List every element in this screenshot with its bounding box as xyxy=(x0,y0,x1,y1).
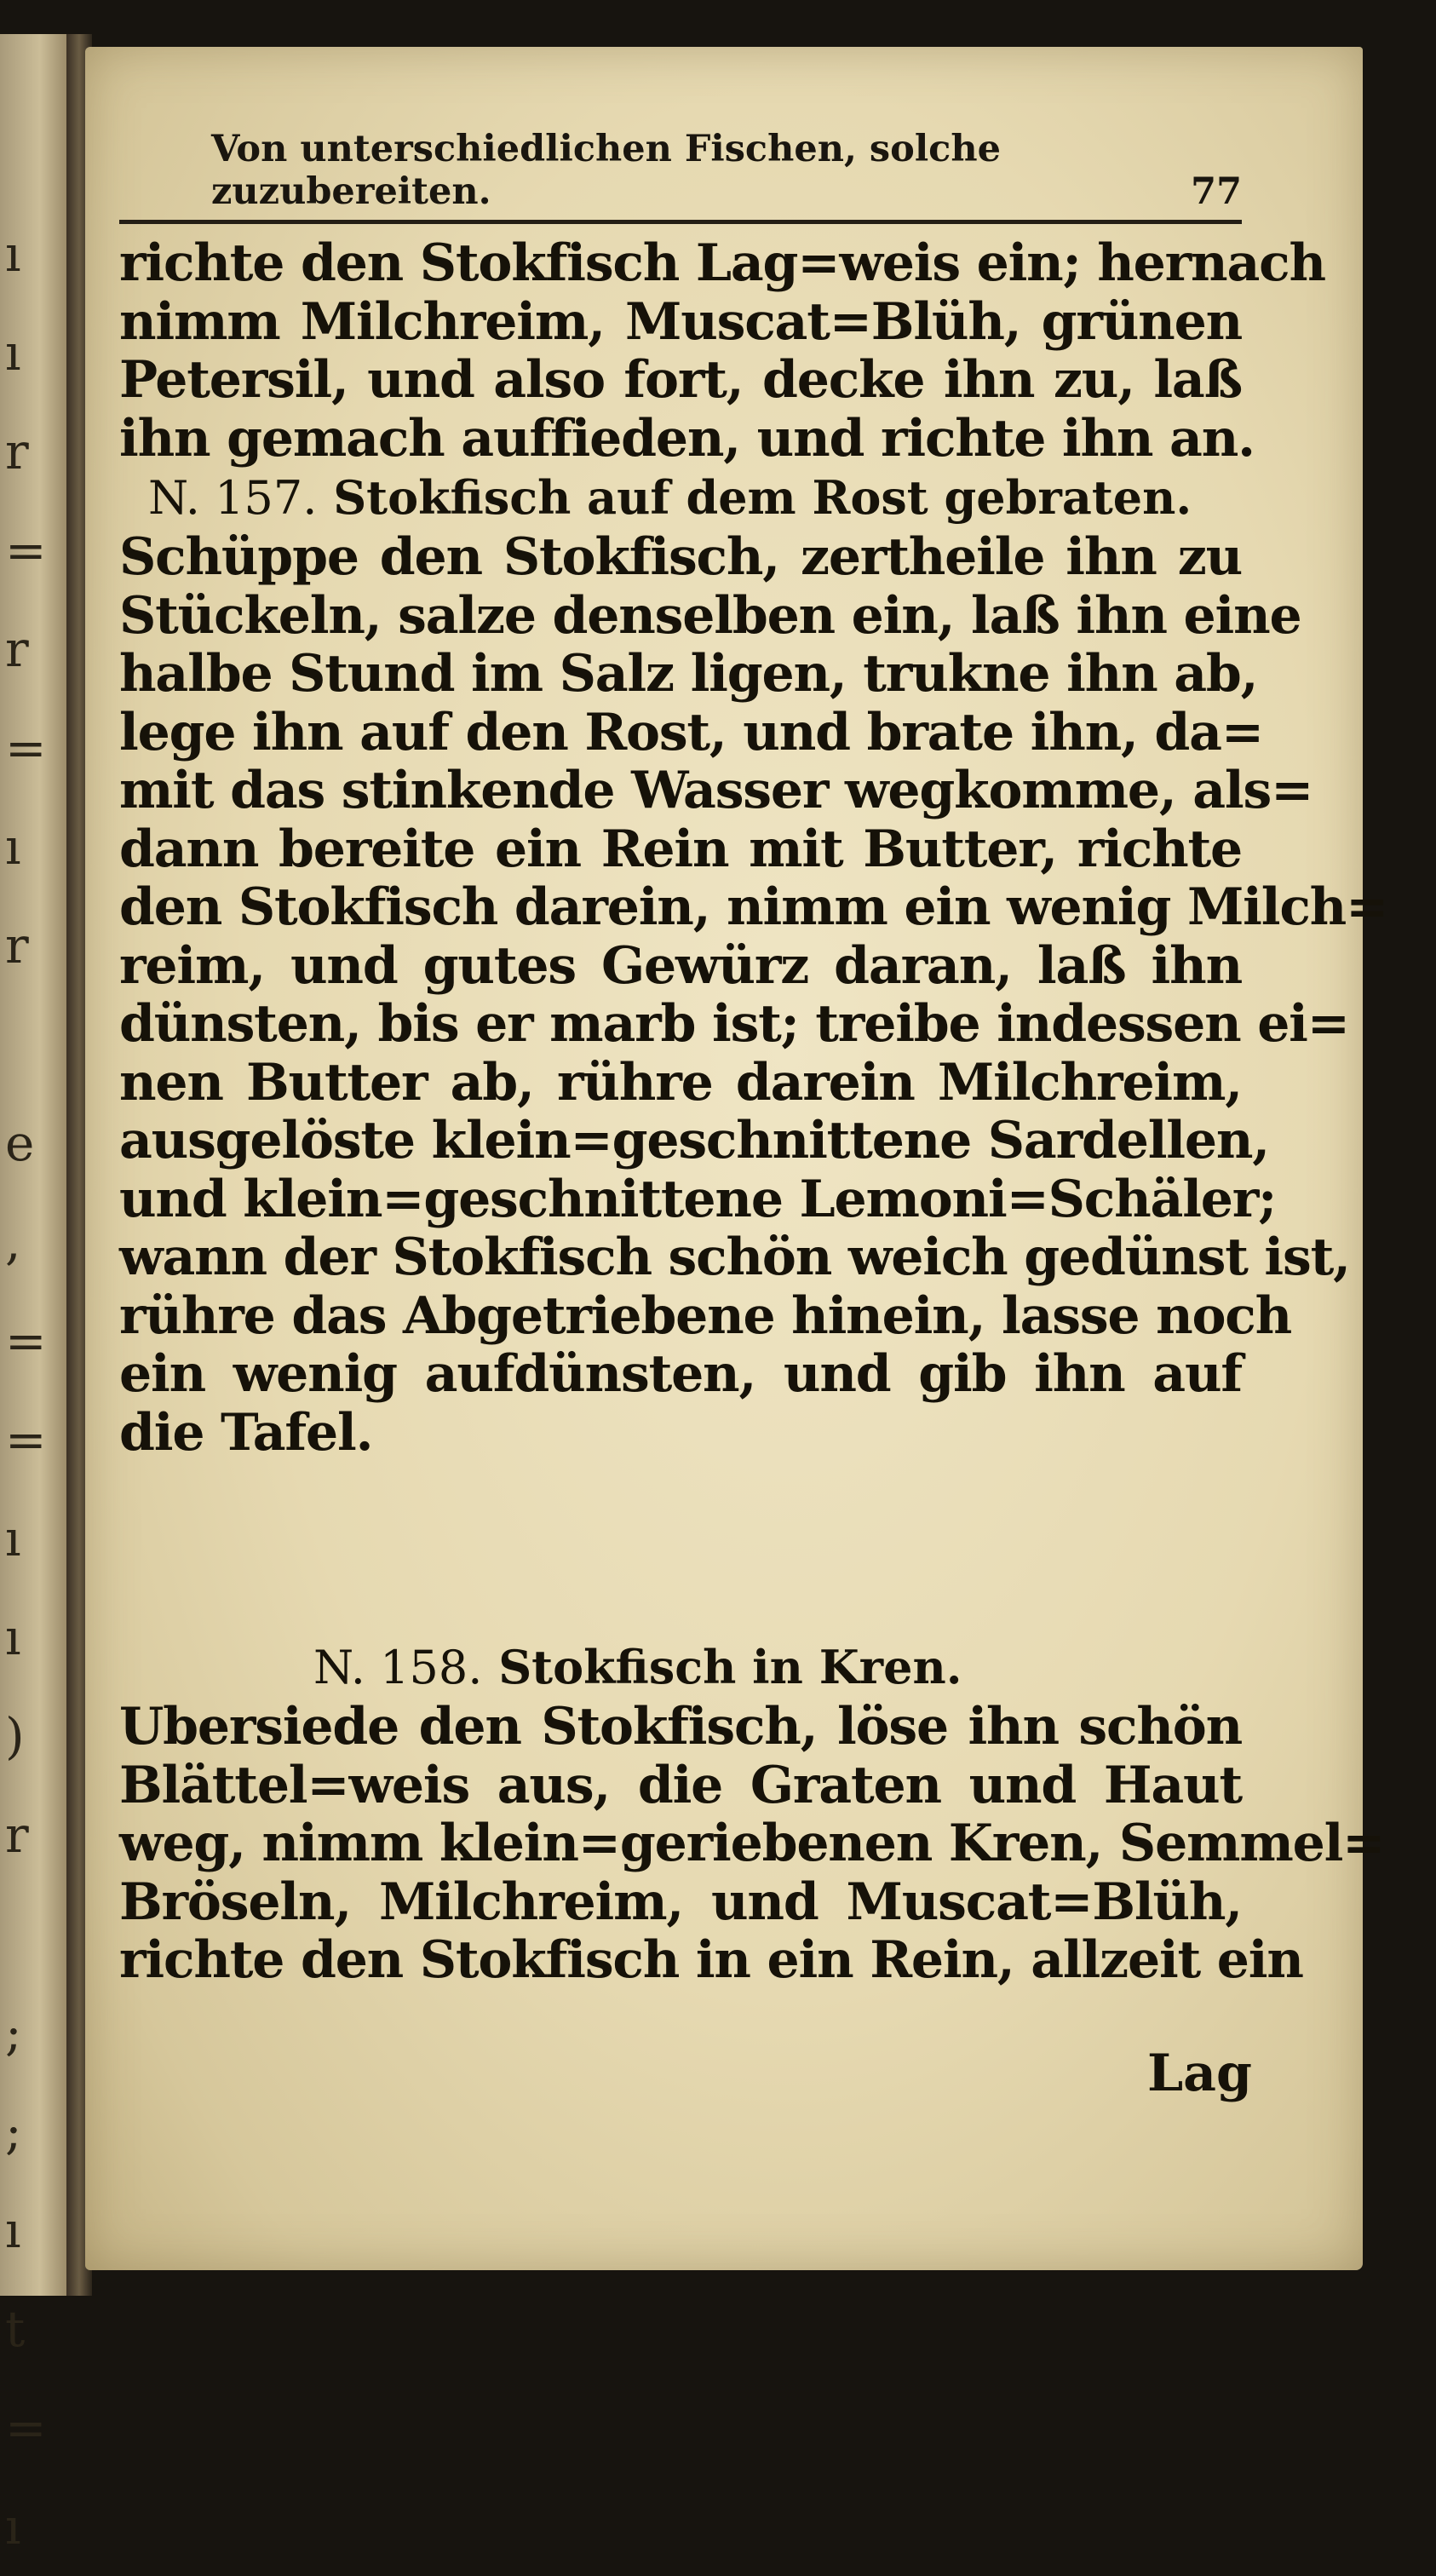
text-line: Stückeln, salze denselben ein, laß ihn eine xyxy=(119,585,1301,646)
facing-page-edge xyxy=(0,34,66,2556)
text-line: lege ihn auf den Rost, und brate ihn, da= xyxy=(119,702,1263,762)
recipe-158-body xyxy=(119,1697,1385,1990)
text-line: die Tafel. xyxy=(119,1402,373,1463)
recipe-number: N. 158. xyxy=(313,1641,483,1694)
text-line: ein wenig aufdünsten, und gib ihn auf xyxy=(119,1344,1242,1404)
text-line: Ubersiede den Stokfisch, löse ihn schön xyxy=(119,1697,1242,1757)
text-line: nen Butter ab, rühre darein Milchreim, xyxy=(119,1052,1242,1113)
text-line: mit das stinkende Wasser wegkomme, als= xyxy=(119,761,1313,820)
recipe-number: N. 157. xyxy=(148,471,318,525)
text-line: den Stokfisch darein, nimm ein wenig Milch= xyxy=(119,877,1388,937)
running-title: Von unterschiedlichen Fischen, solche zuzubereiten. xyxy=(211,128,1001,213)
recipe-title: Stokfisch auf dem Rost gebraten. xyxy=(333,470,1192,525)
catchword: Lag xyxy=(1146,2044,1252,2103)
running-header xyxy=(211,128,1242,213)
text-line: ihn gemach auffieden, und richte ihn an. xyxy=(119,408,1255,469)
text-line: Bröseln, Milchreim, und Muscat=Blüh, xyxy=(119,1872,1242,1932)
text-line: Schüppe den Stokfisch, zertheile ihn zu xyxy=(119,527,1242,587)
page-number: 77 xyxy=(1191,170,1242,213)
text-line: dünsten, bis er marb ist; treibe indessen ei= xyxy=(119,994,1349,1054)
text-line: richte den Stokfisch Lag=weis ein; hernach xyxy=(119,233,1325,293)
recipe-158-heading xyxy=(119,1638,1436,1697)
text-line: reim, und gutes Gewürz daran, laß ihn xyxy=(119,935,1242,996)
text-line: ausgelöste klein=geschnittene Sardellen, xyxy=(119,1111,1269,1170)
text-line: richte den Stokfisch in ein Rein, allzeit ein xyxy=(119,1930,1303,1990)
recipe-156-continuation xyxy=(119,233,1325,469)
text-line: weg, nimm klein=geriebenen Kren, Semmel= xyxy=(119,1814,1385,1873)
text-line: nimm Milchreim, Muscat=Blüh, grünen xyxy=(119,291,1242,352)
text-line: Petersil, und also fort, decke ihn zu, laß xyxy=(119,350,1242,410)
header-rule xyxy=(119,220,1242,224)
recipe-157-body xyxy=(119,527,1388,1463)
text-line: wann der Stokfisch schön weich gedünst ist, xyxy=(119,1228,1350,1287)
text-line: dann bereite ein Rein mit Butter, richte xyxy=(119,819,1242,879)
text-line: halbe Stund im Salz ligen, trukne ihn ab, xyxy=(119,644,1258,704)
recipe-title: Stokfisch in Kren. xyxy=(498,1640,962,1694)
recipe-157-heading xyxy=(119,469,1271,527)
text-line: rühre das Abgetriebene hinein, lasse noch xyxy=(119,1285,1292,1346)
text-line: und klein=geschnittene Lemoni=Schäler; xyxy=(119,1169,1277,1229)
text-line: Blättel=weis aus, die Graten und Haut xyxy=(119,1755,1242,1815)
facing-page-letters: ı ı r = r = ı r e , = = ı ı ) r ; ; ı t = ı xyxy=(5,225,47,2556)
